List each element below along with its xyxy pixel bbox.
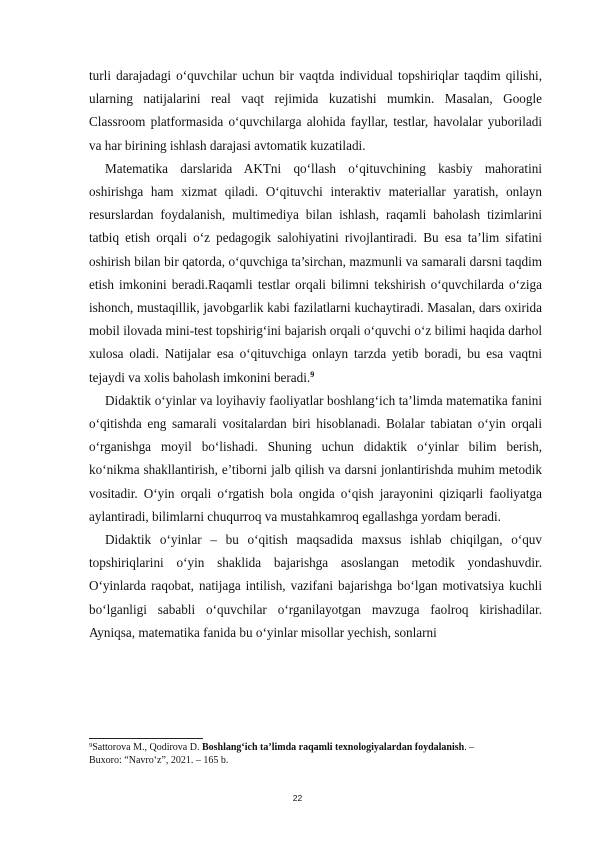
paragraph-4-text: Didaktik o‘yinlar – bu o‘qitish maqsadida maxsus ishlab chiqilgan, o‘quv topshiriqlarini o‘yin shaklida bajarishga asoslangan metodik yondashuvdir. O‘yinlarda raqobat, natijaga intilish, vazifani bajarishga bo‘lgan motivatsiya kuchli bo‘lganligi sababli o‘quvchilar o‘rganilayotgan mavzuga faolroq kirishadilar. Ayniqsa, matematika fanida bu o‘yinlar misollar yechish, sonlarni: [89, 532, 542, 640]
body-text: [89, 64, 542, 644]
footnote-marker: 9: [89, 742, 93, 749]
paragraph-3: [89, 389, 542, 528]
footnote: [89, 741, 509, 767]
footnote-title: Boshlang‘ich ta’limda raqamli texnologiyalardan foydalanish: [201, 742, 465, 753]
footnote-publication: . – Buxoro: “Navro‘z”, 2021. – 165 b.: [89, 742, 475, 766]
page-number: 22: [292, 793, 303, 803]
footnote-authors: Sattorova M., Qodirova D.: [92, 742, 202, 753]
paragraph-4: [89, 528, 542, 644]
footnote-divider: [89, 738, 203, 739]
footnote-reference[interactable]: 9: [310, 369, 315, 379]
paragraph-3-text: Didaktik o‘yinlar va loyihaviy faoliyatlar boshlang‘ich ta’limda matematika fanini o‘qitishda eng samarali vositalardan biri hisoblanadi. Bolalar tabiatan o‘yin orqali o‘rganishga moyil bo‘lishadi. Shuning uchun didaktik o‘yinlar bilim berish, ko‘nikma shakllantirish, e’tiborni jalb qilish va darsni jonlantirishda muhim metodik vositadir. O‘yin orqali o‘rgatish bola ongida o‘qish jarayonini qiziqarli faoliyatga aylantiradi, bilimlarni chuqurroq va mustahkamroq egallashga yordam beradi.: [89, 392, 542, 524]
paragraph-2-text: Matematika darslarida AKTni qo‘llash o‘qituvchining kasbiy mahoratini oshirishga ham xizmat qiladi. O‘qituvchi interaktiv materiallar yaratish, onlayn resurslardan foydalanish, multimediya bilan ishlash, raqamli baholash tizimlarini tatbiq etish orqali o‘z pedagogik salohiyatini rivojlantiradi. Bu esa ta’lim sifatini oshirish bilan bir qatorda, o‘quvchiga ta’sirchan, mazmunli va samarali darsni taqdim etish imkonini beradi.Raqamli testlar orqali bilimni tekshirish o‘quvchilarda o‘ziga ishonch, mustaqillik, javobgarlik kabi fazilatlarni kuchaytiradi. Masalan, dars oxirida mobil ilovada mini-test topshirig‘ini bajarish orqali o‘quvchi o‘z bilimi haqida darhol xulosa oladi. Natijalar esa o‘qituvchiga onlayn tarzda yetib boradi, bu esa vaqtni tejaydi va xolis baholash imkonini beradi.: [89, 160, 542, 385]
paragraph-1: [89, 64, 542, 157]
paragraph-2: [89, 157, 542, 389]
paragraph-1-text: turli darajadagi o‘quvchilar uchun bir vaqtda individual topshiriqlar taqdim qilishi, ularning natijalarini real vaqt rejimida kuzatishi mumkin. Masalan, Google Classroom platformasida o‘quvchilarga alohida fayllar, testlar, havolalar yuboriladi va har birining ishlash darajasi avtomatik kuzatiladi.: [89, 68, 542, 153]
